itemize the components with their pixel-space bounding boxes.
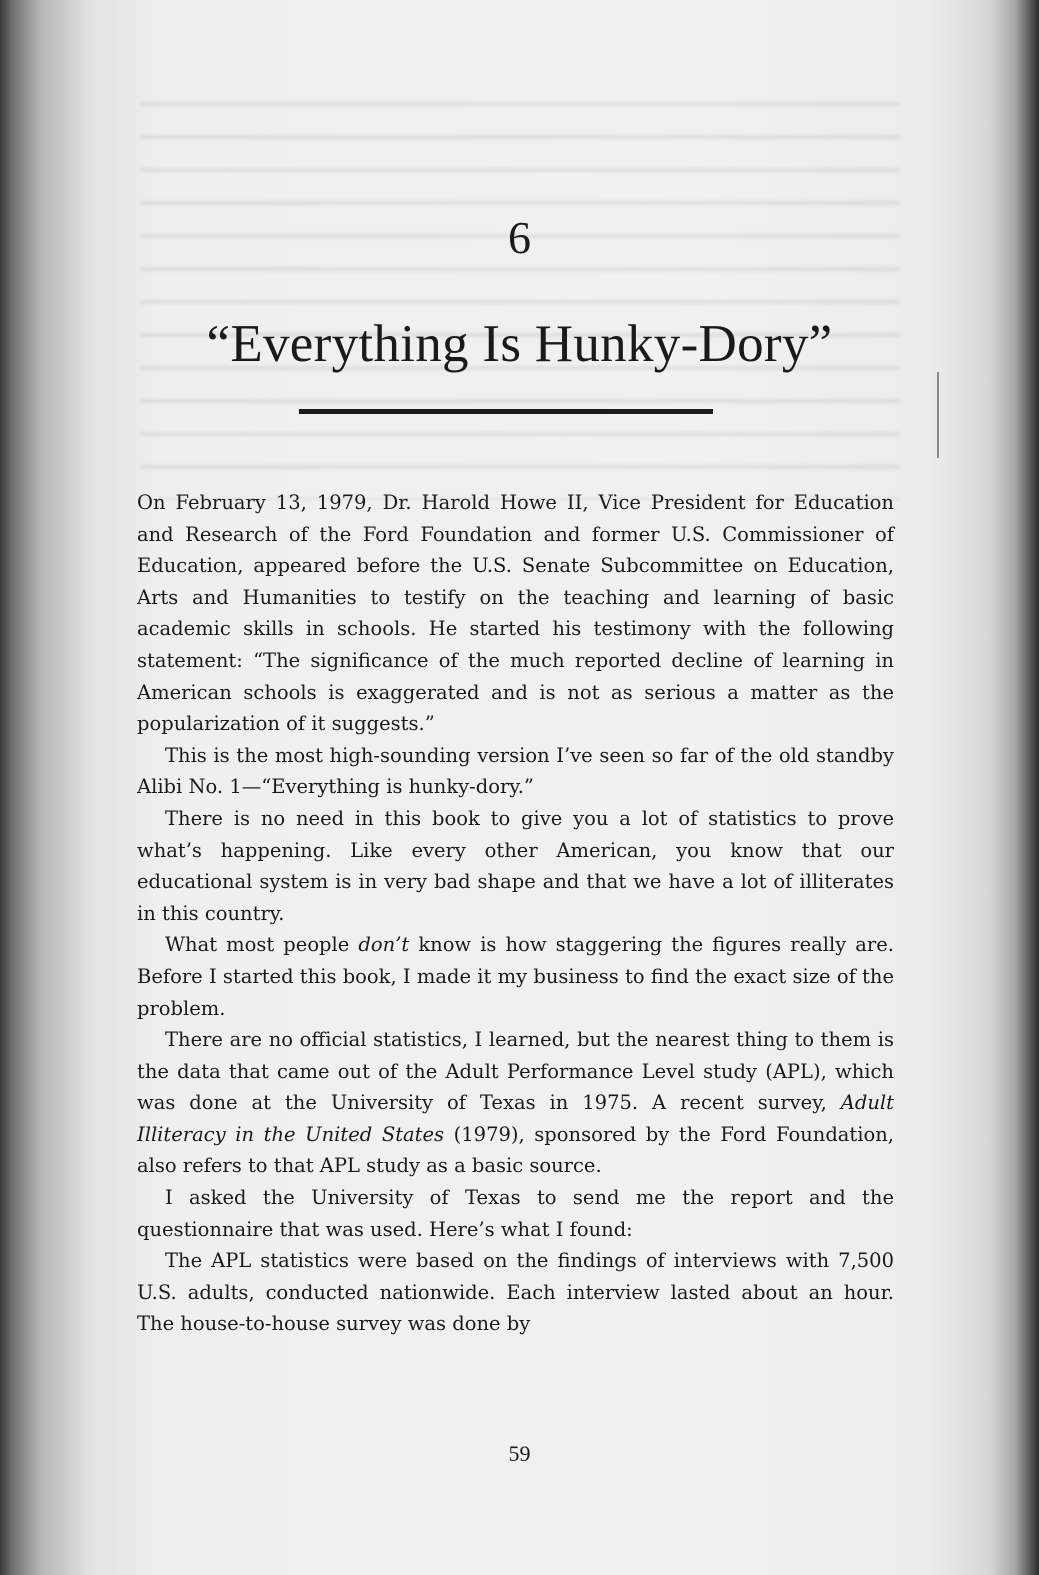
paragraph-5-text-start: There are no official statistics, I learned, but the nearest thing to them is the data that came out of the Adult Performance Level study (APL), which was done at the University of Texas in 1975. A recent survey, xyxy=(137,1028,894,1115)
page-number: 59 xyxy=(508,1441,531,1466)
show-through-shadow xyxy=(140,80,900,500)
chapter-number: 6 xyxy=(508,212,531,263)
paragraph-3: There is no need in this book to give you a lot of statistics to prove what’s happening. Like every other American, you know that our educational system is in very bad shape and that we have a lot of illiterates in this country. xyxy=(137,806,894,925)
paragraph-7: The APL statistics were based on the findings of interviews with 7,500 U.S. adults, conducted nationwide. Each interview lasted about an hour. The house-to-house survey was done by xyxy=(137,1249,894,1336)
paragraph-4-text-start: What most people xyxy=(165,933,359,957)
title-underline xyxy=(299,409,713,414)
chapter-title: “Everything Is Hunky-Dory” xyxy=(206,315,833,373)
paragraph-4-text-end: know is how staggering the figures really are. Before I started this book, I made it my business to find the exact size of the problem. xyxy=(137,933,894,1020)
margin-mark xyxy=(937,372,939,458)
paragraph-5-text-end: (1979), sponsored by the Ford Foundation, also refers to that APL study as a basic source. xyxy=(137,1122,894,1178)
body-text xyxy=(137,487,894,1340)
paragraph-1: On February 13, 1979, Dr. Harold Howe II, Vice President for Education and Research of the Ford Foundation and former U.S. Commissioner of Education, appeared before the U.S. Senate Subcommittee on Education, Arts and Humanities to testify on the teaching and learning of basic academic skills in schools. He started his testimony with the following statement: “The significance of the much reported decline of learning in American schools is exaggerated and is not as serious a matter as the popularization of it suggests.” xyxy=(137,491,894,736)
paragraph-4-emphasis: don’t xyxy=(358,933,410,957)
paragraph-5 xyxy=(137,1024,894,1182)
paragraph-6: I asked the University of Texas to send me the report and the questionnaire that was used. Here’s what I found: xyxy=(137,1186,894,1241)
paragraph-4 xyxy=(137,929,894,1024)
paragraph-2: This is the most high-sounding version I’ve seen so far of the old standby Alibi No. 1—“Everything is hunky-dory.” xyxy=(137,743,894,799)
paragraph-5-book-title: Adult Illiteracy in the United States xyxy=(137,1091,894,1146)
